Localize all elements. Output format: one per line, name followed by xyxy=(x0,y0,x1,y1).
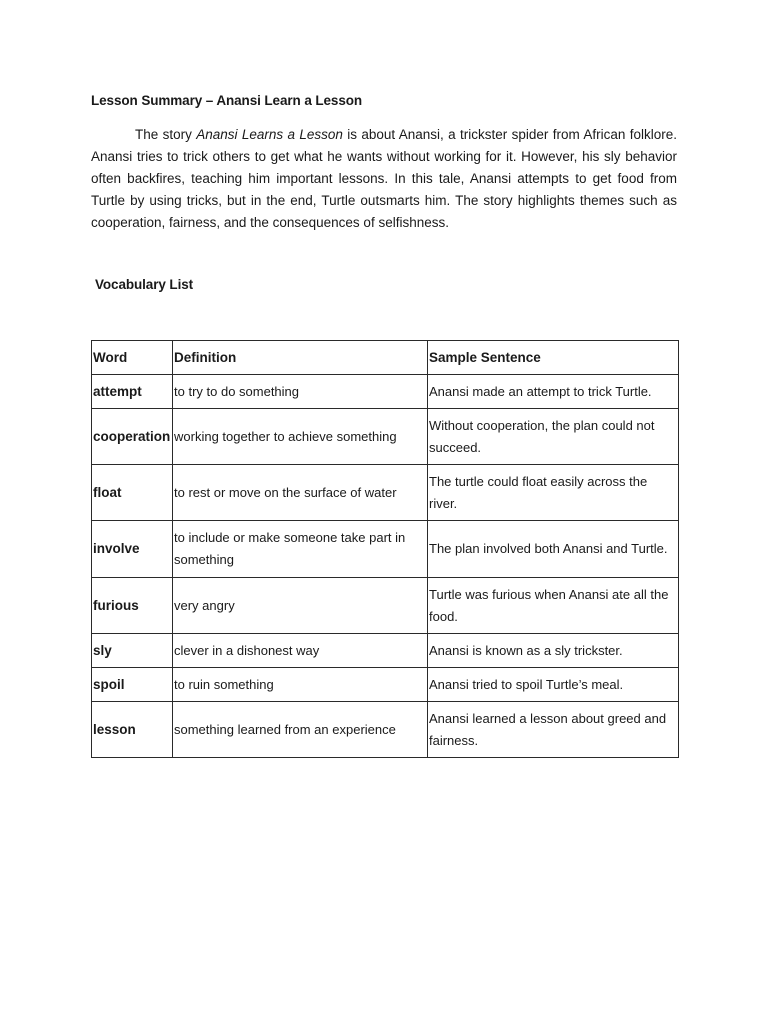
word-cell: attempt xyxy=(92,375,173,409)
word-cell: float xyxy=(92,465,173,521)
word-cell: sly xyxy=(92,634,173,668)
document-title: Lesson Summary – Anansi Learn a Lesson xyxy=(91,93,363,108)
table-row xyxy=(92,702,679,758)
table-header-row xyxy=(92,341,679,375)
definition-cell: to rest or move on the surface of water xyxy=(173,465,428,521)
sentence-cell: The plan involved both Anansi and Turtle. xyxy=(428,521,679,578)
table-row xyxy=(92,409,679,465)
definition-cell: to try to do something xyxy=(173,375,428,409)
definition-cell: very angry xyxy=(173,578,428,634)
definition-cell: to ruin something xyxy=(173,668,428,702)
sentence-cell: Turtle was furious when Anansi ate all the food. xyxy=(428,578,679,634)
header-word: Word xyxy=(92,341,173,375)
word-cell: lesson xyxy=(92,702,173,758)
definition-cell: to include or make someone take part in something xyxy=(173,521,428,578)
sentence-cell: Anansi learned a lesson about greed and fairness. xyxy=(428,702,679,758)
sentence-cell: The turtle could float easily across the river. xyxy=(428,465,679,521)
header-definition: Definition xyxy=(173,341,428,375)
sentence-cell: Anansi is known as a sly trickster. xyxy=(428,634,679,668)
summary-paragraph xyxy=(91,124,677,234)
definition-cell: something learned from an experience xyxy=(173,702,428,758)
table-row xyxy=(92,578,679,634)
word-cell: cooperation xyxy=(92,409,173,465)
table-row xyxy=(92,634,679,668)
sentence-cell: Without cooperation, the plan could not succeed. xyxy=(428,409,679,465)
table-row xyxy=(92,521,679,578)
table-row xyxy=(92,465,679,521)
definition-cell: working together to achieve something xyxy=(173,409,428,465)
word-cell: spoil xyxy=(92,668,173,702)
vocabulary-table xyxy=(91,340,679,758)
summary-body: is about Anansi, a trickster spider from African folklore. Anansi tries to trick others to get what he wants without working for it. However, his sly behavior often backfires, teaching him important lessons. In this tale, Anansi attempts to get food from Turtle by using tricks, but in the end, Turtle outsmarts him. The story highlights themes such as cooperation, fairness, and the consequences of selfishness. xyxy=(91,127,677,230)
summary-intro: The story xyxy=(135,127,197,142)
sentence-cell: Anansi made an attempt to trick Turtle. xyxy=(428,375,679,409)
word-cell: furious xyxy=(92,578,173,634)
table-row xyxy=(92,375,679,409)
vocabulary-heading: Vocabulary List xyxy=(95,277,194,292)
word-cell: involve xyxy=(92,521,173,578)
header-sample-sentence: Sample Sentence xyxy=(428,341,679,375)
story-title: Anansi Learns a Lesson xyxy=(196,127,343,142)
definition-cell: clever in a dishonest way xyxy=(173,634,428,668)
sentence-cell: Anansi tried to spoil Turtle’s meal. xyxy=(428,668,679,702)
table-row xyxy=(92,668,679,702)
